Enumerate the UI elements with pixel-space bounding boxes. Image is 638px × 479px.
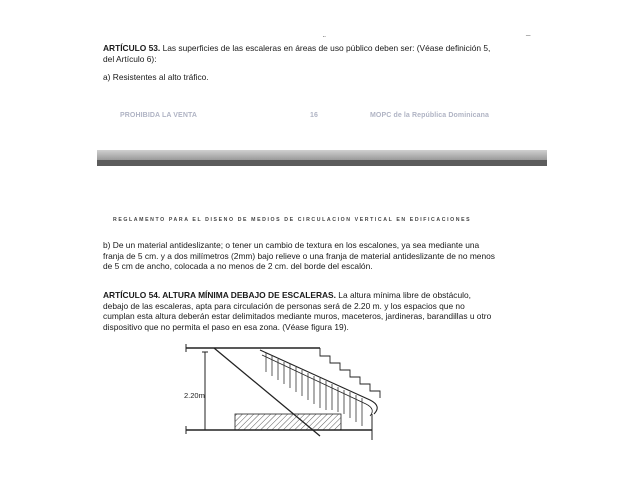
- article-53-text: Las superficies de las escaleras en áreas de uso público deben ser: (Véase definición 5,: [160, 43, 491, 53]
- blocked-zone-hatch: [235, 414, 341, 430]
- item-b-line1: b) De un material antideslizante; o tener un cambio de textura en los escalones, ya sea mediante una: [103, 240, 480, 250]
- footer-left: PROHIBIDA LA VENTA: [120, 112, 197, 119]
- article-54-line4: dispositivo que no permita el paso en esa zona. (Véase figura 19).: [103, 321, 349, 332]
- running-header: REGLAMENTO PARA EL DISEÑO DE MEDIOS DE CIRCULACIÓN VERTICAL EN EDIFICACIONES: [113, 217, 472, 223]
- article-54-text: La altura mínima libre de obstáculo,: [335, 290, 471, 300]
- item-b-line2: franja de 5 cm. y a dos milímetros (2mm) bajo relieve o una franja de material antideslizante de no menos: [103, 250, 495, 261]
- article-53-item-a: a) Resistentes al alto tráfico.: [103, 72, 209, 82]
- footer-page-number: 16: [310, 112, 318, 119]
- dimension-label: 2.20m: [184, 391, 205, 400]
- article-54-title: ARTÍCULO 54. ALTURA MÍNIMA DEBAJO DE ESCALERAS.: [103, 290, 336, 300]
- article-53-title: ARTÍCULO 53.: [103, 43, 161, 53]
- footer-right: MOPC de la República Dominicana: [370, 112, 490, 119]
- article-54-line3: cumplan esta altura deberán estar delimitados mediante muros, maceteros, jardineras, barandillas u otro: [103, 311, 492, 322]
- scan-mark: ¯: [526, 35, 531, 44]
- item-b-line3: de 5 cm de ancho, colocada a no menos de 2 cm. del borde del escalón.: [103, 261, 373, 272]
- article-53-text-line2: del Artículo 6):: [103, 53, 157, 64]
- article-54-line2: debajo de las escaleras, apta para circulación de personas será de 2.20 m. y los espacios que no: [103, 300, 465, 311]
- scan-mark: ¨: [323, 35, 326, 44]
